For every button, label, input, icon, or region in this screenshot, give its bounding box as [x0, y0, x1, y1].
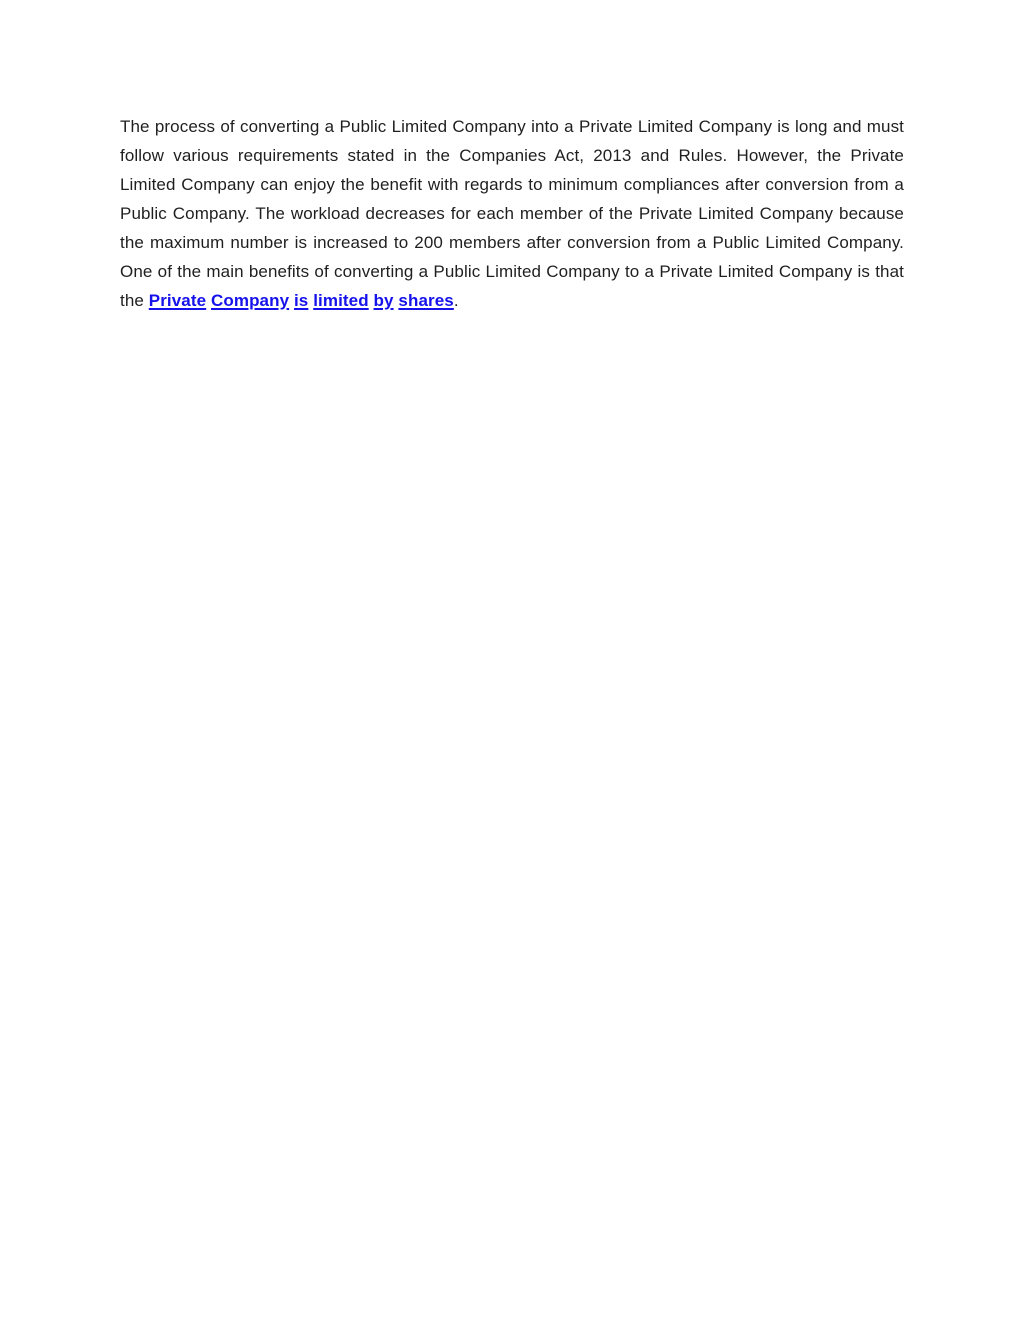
link-shares[interactable]: shares [398, 291, 454, 310]
link-is[interactable]: is [293, 291, 309, 310]
link-by[interactable]: by [373, 291, 394, 310]
link-private[interactable]: Private [148, 291, 207, 310]
paragraph-text: The process of converting a Public Limited Company into a Private Limited Company is long and must follow various requirements stated in the Companies Act, 2013 and Rules. However, the Private Limited Company can enjoy the benefit with regards to minimum compliances after conversion from a Public Company. The workload decreases for each member of the Private Limited Company because the maximum number is increased to 200 members after conversion from a Public Limited Company. One of the main benefits of converting a Public Limited Company to a Private Limited Company is that the [120, 117, 904, 310]
link-company[interactable]: Company [211, 291, 290, 310]
sentence-period: . [453, 291, 459, 310]
link-limited[interactable]: limited [313, 291, 369, 310]
paragraph [120, 112, 904, 315]
document-page [0, 0, 1024, 315]
